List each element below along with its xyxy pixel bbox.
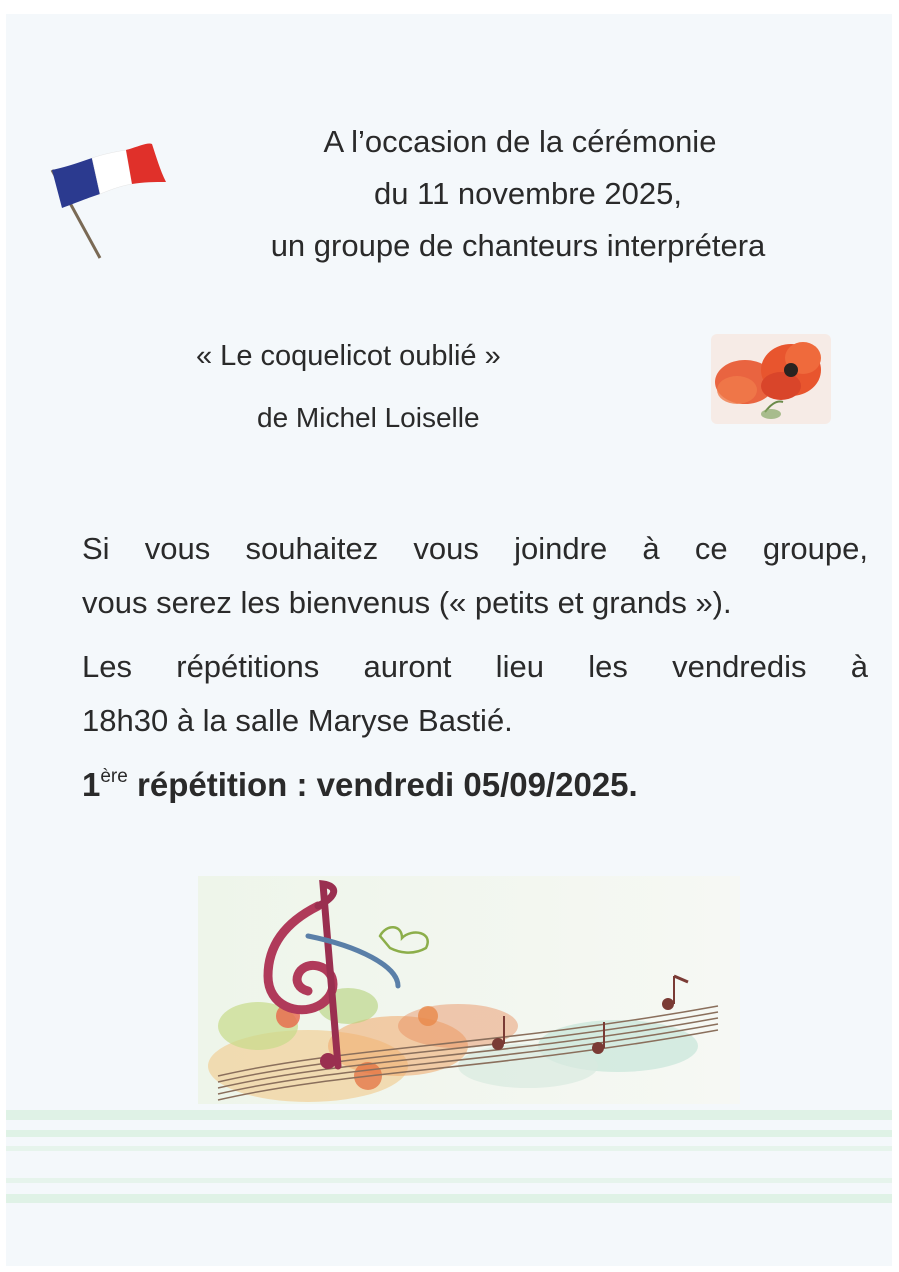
rehearsals-line-1: Les répétitions auront lieu les vendredis à xyxy=(82,649,868,684)
french-flag-icon xyxy=(44,136,174,266)
first-rehearsal-suffix: ère xyxy=(100,766,128,787)
poppy-flower-icon xyxy=(707,330,835,428)
rehearsals-paragraph xyxy=(82,640,868,748)
header-line-2: du 11 novembre 2025, xyxy=(374,176,682,211)
invitation-line-1: Si vous souhaitez vous joindre à ce groupe, xyxy=(82,531,868,566)
decorative-stripes xyxy=(6,1110,892,1210)
stripe xyxy=(6,1178,892,1183)
first-rehearsal-number: 1 xyxy=(82,766,101,803)
stripe xyxy=(6,1194,892,1203)
first-rehearsal-text: répétition : vendredi 05/09/2025. xyxy=(127,766,638,803)
song-title: « Le coquelicot oublié » xyxy=(196,340,501,372)
header-line-1: A l’occasion de la cérémonie xyxy=(323,124,717,159)
invitation-line-2: vous serez les bienvenus (« petits et grands »). xyxy=(82,585,732,620)
stripe xyxy=(6,1146,892,1151)
treble-clef-music-illustration xyxy=(198,876,740,1104)
rehearsals-line-2: 18h30 à la salle Maryse Bastié. xyxy=(82,703,513,738)
first-rehearsal-date xyxy=(82,766,638,804)
stripe xyxy=(6,1130,892,1137)
ceremony-header xyxy=(200,116,860,272)
invitation-paragraph xyxy=(82,522,868,630)
stripe xyxy=(6,1110,892,1120)
header-line-3: un groupe de chanteurs interprétera xyxy=(270,228,766,263)
song-author: de Michel Loiselle xyxy=(257,402,480,433)
